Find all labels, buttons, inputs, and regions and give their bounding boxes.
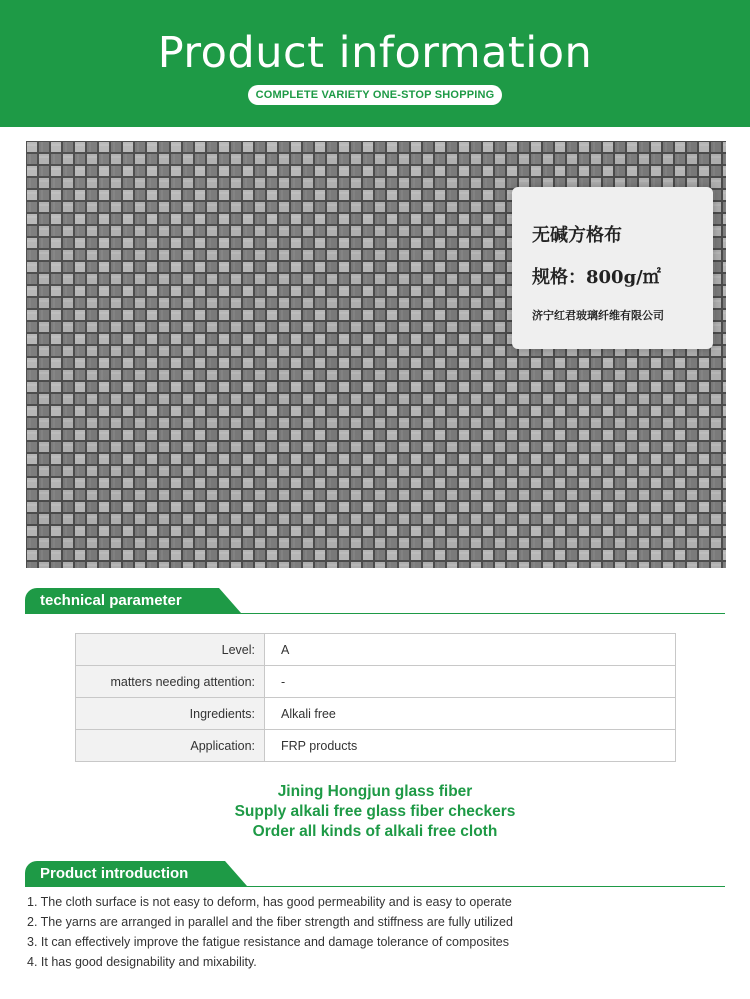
technical-parameter-heading [25,588,725,613]
param-value: A [265,634,676,666]
label-product-name: 无碱方格布 [532,225,622,246]
page-title: Product information [157,28,593,78]
section-divider [25,613,725,614]
label-specification: 规格：800g/㎡ [532,267,661,288]
list-item: 3. It can effectively improve the fatigue resistance and damage tolerance of composites [27,935,509,949]
product-introduction-heading [25,861,725,886]
product-photo [26,141,726,568]
product-label-card [512,187,713,349]
product-introduction-list [27,892,513,972]
param-key: Level: [76,634,265,666]
slogan-line: Jining Hongjun glass fiber [277,783,473,800]
table-row [76,698,676,730]
technical-parameter-table [75,633,676,762]
label-company-name: 济宁红君玻璃纤维有限公司 [532,309,664,322]
slogan-line: Supply alkali free glass fiber checkers [234,803,516,820]
param-key: Application: [76,730,265,762]
section-divider [25,886,725,887]
technical-parameter-tab: technical parameter [25,588,219,613]
company-slogan [0,782,750,842]
param-key: Ingredients: [76,698,265,730]
list-item: 2. The yarns are arranged in parallel and the fiber strength and stiffness are fully utilized [27,915,513,929]
table-row [76,634,676,666]
product-introduction-tab: Product introduction [25,861,225,886]
param-value: FRP products [265,730,676,762]
slogan-line: Order all kinds of alkali free cloth [252,823,498,840]
header-banner [0,0,750,127]
param-value: - [265,666,676,698]
header-subtitle-badge: COMPLETE VARIETY ONE-STOP SHOPPING [248,85,502,105]
list-item: 4. It has good designability and mixability. [27,955,257,969]
table-row [76,730,676,762]
param-key: matters needing attention: [76,666,265,698]
list-item: 1. The cloth surface is not easy to deform, has good permeability and is easy to operate [27,895,512,909]
table-row [76,666,676,698]
param-value: Alkali free [265,698,676,730]
